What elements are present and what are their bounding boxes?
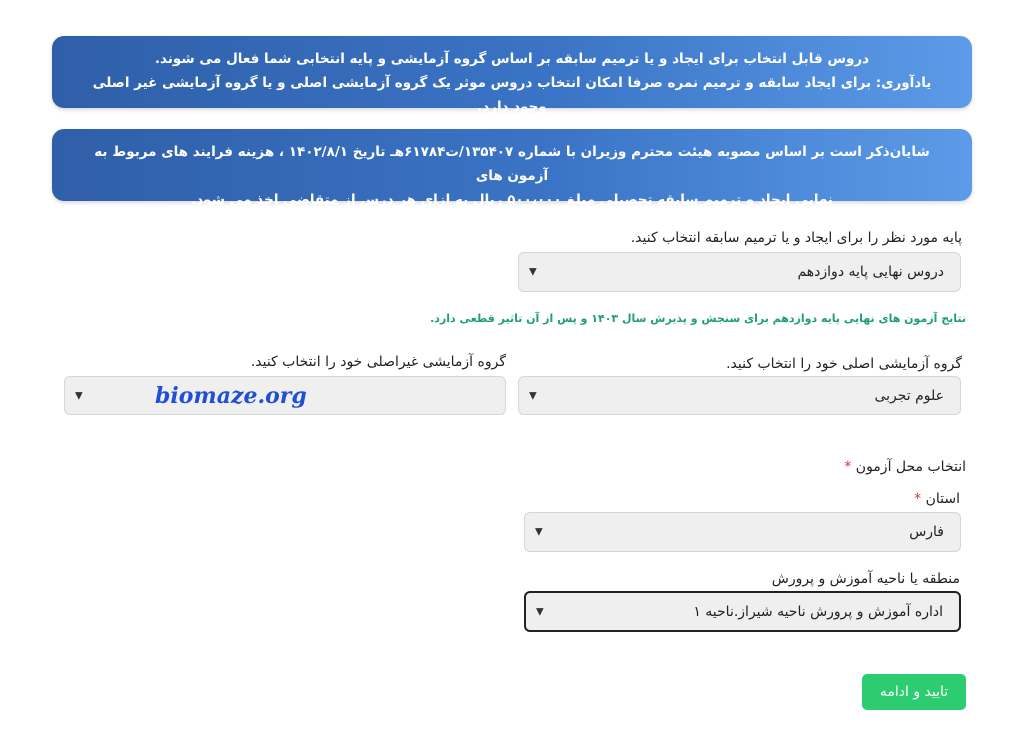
- banner-line: نهایی ایجاد و ترمیم سابقه تحصیلی مبلغ ۵۰۰،۰۰۰ ریال به ازای هر درس از متقاضی اخذ می شود.: [191, 192, 833, 208]
- district-select-value: اداره آموزش و پرورش ناحیه شیراز.ناحیه ۱: [693, 603, 943, 620]
- results-note: نتایج آزمون های نهایی پایه دوازدهم برای سنجش و پذیرش سال ۱۴۰۳ و پس از آن تاثیر قطعی دارد.: [430, 312, 966, 325]
- grade-label: پایه مورد نظر را برای ایجاد و یا ترمیم سابقه انتخاب کنید.: [630, 230, 962, 246]
- info-banner-fee: [52, 129, 972, 208]
- chevron-down-icon: ▼: [75, 390, 83, 401]
- main-group-select-value: علوم تجربی: [874, 387, 944, 404]
- province-select[interactable]: [524, 512, 961, 552]
- secondary-group-label: گروه آزمایشی غیراصلی خود را انتخاب کنید.: [250, 354, 506, 370]
- grade-select-value: دروس نهایی پایه دوازدهم: [797, 264, 944, 280]
- chevron-down-icon: ▼: [536, 606, 544, 617]
- banner-line: دروس قابل انتخاب برای ایجاد و یا ترمیم سابقه بر اساس گروه آزمایشی و پایه انتخابی شما فعال می شوند.: [154, 51, 870, 67]
- banner-line: شایان‌ذکر است بر اساس مصوبه هیئت محترم وزیران با شماره ۱۳۵۴۰۷/ت۶۱۷۸۴هـ تاریخ ۱۴۰۲/۸/۱ ، هزینه فرایند های مربوط به آزمون های: [94, 144, 930, 184]
- required-mark: *: [844, 459, 852, 475]
- district-label: منطقه یا ناحیه آموزش و پرورش: [771, 571, 960, 587]
- province-heading: [914, 491, 960, 507]
- secondary-group-select[interactable]: [64, 376, 506, 415]
- chevron-down-icon: ▼: [529, 266, 537, 278]
- main-group-select[interactable]: [518, 376, 961, 415]
- province-label: استان: [925, 491, 960, 507]
- province-select-value: فارس: [909, 524, 944, 540]
- exam-location-label: انتخاب محل آزمون: [855, 459, 966, 475]
- district-select[interactable]: [524, 591, 961, 632]
- grade-select[interactable]: [518, 252, 961, 292]
- chevron-down-icon: ▼: [535, 526, 543, 538]
- main-group-label: گروه آزمایشی اصلی خود را انتخاب کنید.: [726, 356, 962, 372]
- chevron-down-icon: ▼: [529, 390, 537, 401]
- required-mark: *: [914, 491, 922, 507]
- exam-location-heading: [844, 459, 966, 475]
- info-banner-selection: [52, 36, 972, 115]
- banner-line: یادآوری: برای ایجاد سابقه و ترمیم نمره صرفا امکان انتخاب دروس موثر یک گروه آزمایشی اصلی و یا گروه آزمایشی غیر اصلی وجود دارد.: [92, 75, 932, 115]
- watermark: biomaze.org: [155, 382, 307, 409]
- submit-button[interactable]: تایید و ادامه: [862, 674, 966, 710]
